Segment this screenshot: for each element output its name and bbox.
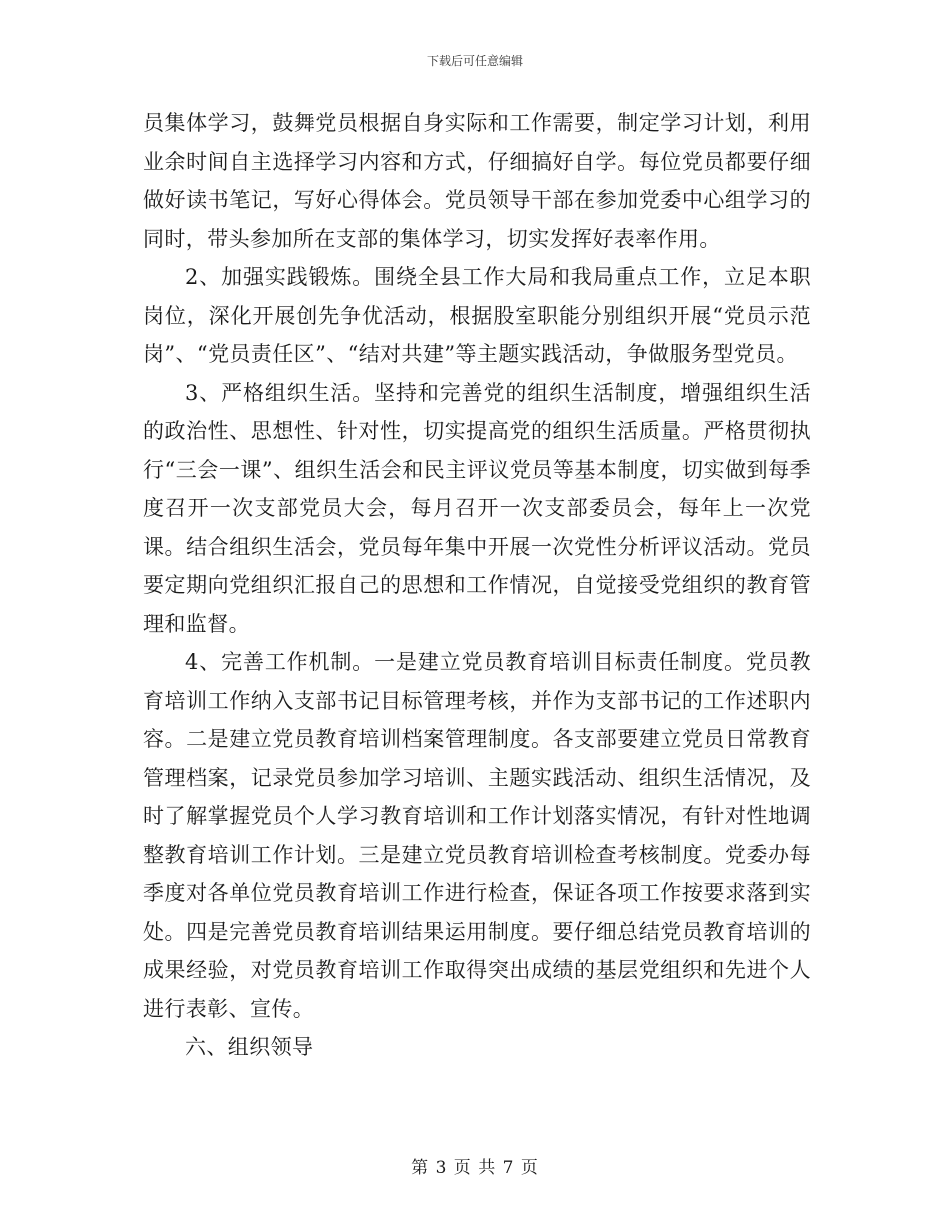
paragraph-practice: 2、加强实践锻炼。围绕全县工作大局和我局重点工作，立足本职岗位，深化开展创先争优活动，根据股室职能分别组织开展“党员示范岗”、“党员责任区”、“结对共建”等主题实践活动，争做服务型党员。 [143,265,811,366]
paragraph-work-mechanism: 4、完善工作机制。一是建立党员教育培训目标责任制度。党员教育培训工作纳入支部书记目标管理考核，并作为支部书记的工作述职内容。二是建立党员教育培训档案管理制度。各支部要建立党员日常教育管理档案，记录党员参加学习培训、主题实践活动、组织生活情况，及时了解掌握党员个人学习教育培训和工作计划落实情况，有针对性地调整教育培训工作计划。三是建立党员教育培训检查考核制度。党委办每季度对各单位党员教育培训工作进行检查，保证各项工作按要求落到实处。四是完善党员教育培训结果运用制度。要仔细总结党员教育培训的成果经验，对党员教育培训工作取得突出成绩的基层党组织和先进个人进行表彰、宣传。 [143,650,811,1021]
paragraph-continuation: 员集体学习，鼓舞党员根据自身实际和工作需要，制定学习计划，利用业余时间自主选择学习内容和方式，仔细搞好自学。每位党员都要仔细做好读书笔记，写好心得体会。党员领导干部在参加党委中心组学习的同时，带头参加所在支部的集体学习，切实发挥好表率作用。 [143,111,811,251]
section-heading-leadership: 六、组织领导 [185,1035,314,1059]
body-text [143,104,811,1067]
paragraph-organization-life: 3、严格组织生活。坚持和完善党的组织生活制度，增强组织生活的政治性、思想性、针对性，切实提高党的组织生活质量。严格贯彻执行“三会一课”、组织生活会和民主评议党员等基本制度，切实做到每季度召开一次支部党员大会，每月召开一次支部委员会，每年上一次党课。结合组织生活会，党员每年集中开展一次党性分析评议活动。党员要定期向党组织汇报自己的思想和工作情况，自觉接受党组织的教育管理和监督。 [143,380,811,636]
page-number: 第 3 页 共 7 页 [411,1158,539,1178]
header-note: 下载后可任意编辑 [426,54,523,68]
